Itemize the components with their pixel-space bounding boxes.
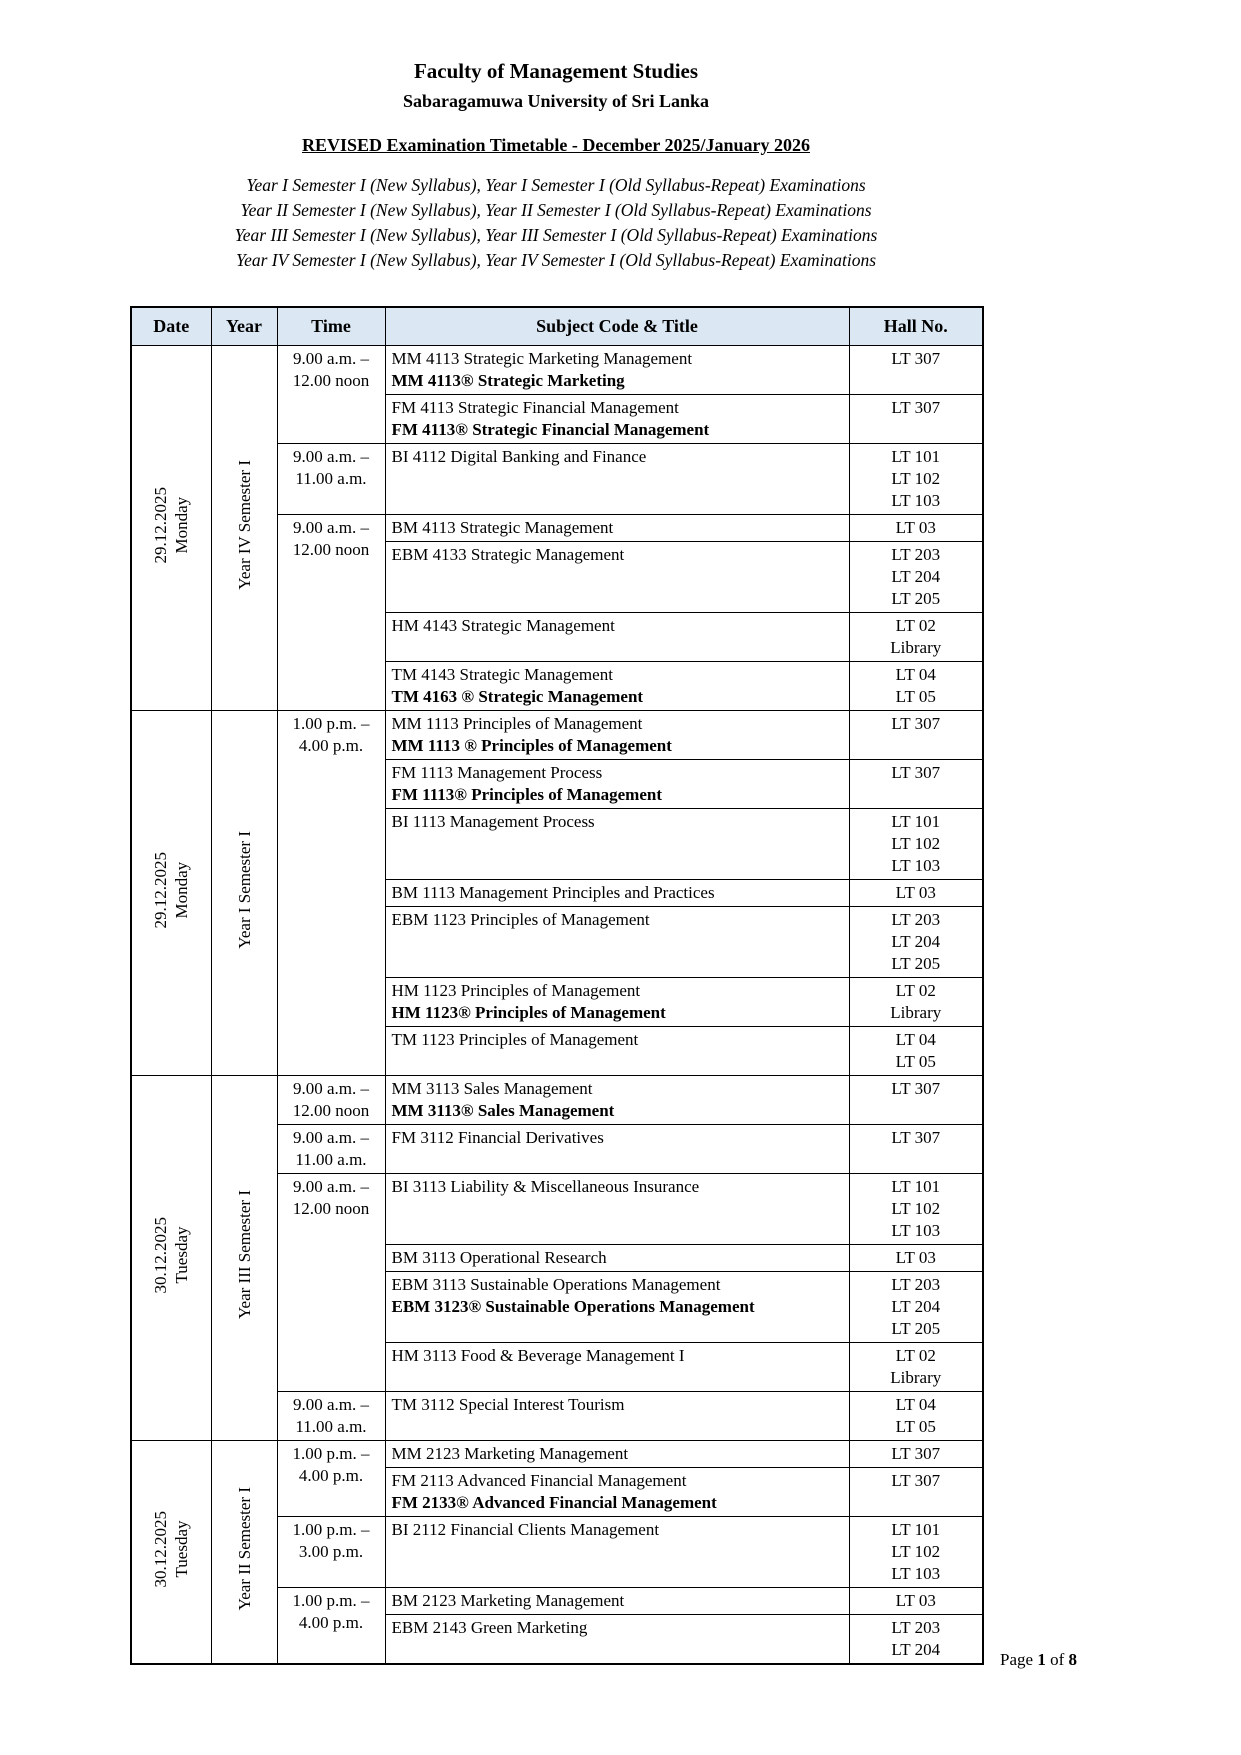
hall-cell <box>849 1272 983 1343</box>
hall-number: Library <box>890 1368 942 1387</box>
year-value: Year I Semester I <box>234 831 254 949</box>
subtitle-line: Year III Semester I (New Syllabus), Year III Semester I (Old Syllabus-Repeat) Examinations <box>234 225 878 245</box>
subject-line: FM 1113 Management Process <box>391 763 603 782</box>
subject-line: MM 4113 Strategic Marketing Management <box>391 349 693 368</box>
subject-line: BM 4113 Strategic Management <box>391 518 614 537</box>
subject-line: HM 1123® Principles of Management <box>391 1003 666 1022</box>
subtitle-line: Year I Semester I (New Syllabus), Year I Semester I (Old Syllabus-Repeat) Examinations <box>246 175 866 195</box>
subject-line: FM 1113® Principles of Management <box>391 785 662 804</box>
subject-cell <box>385 760 849 809</box>
subject-line: FM 3112 Financial Derivatives <box>391 1128 604 1147</box>
hall-cell <box>849 662 983 711</box>
hall-number: LT 203 <box>891 1275 941 1294</box>
hall-number: LT 03 <box>895 1248 936 1267</box>
time-start: 9.00 a.m. – <box>292 1395 370 1414</box>
subject-line: HM 1123 Principles of Management <box>391 981 641 1000</box>
hall-number: LT 307 <box>891 1079 941 1098</box>
time-end: 11.00 a.m. <box>295 1150 367 1169</box>
table-row <box>131 1441 983 1468</box>
examinations-subtitle-block <box>130 173 982 273</box>
subject-line: MM 3113® Sales Management <box>391 1101 615 1120</box>
subtitle-line: Year IV Semester I (New Syllabus), Year IV Semester I (Old Syllabus-Repeat) Examinations <box>235 250 877 270</box>
time-start: 1.00 p.m. – <box>292 1591 370 1610</box>
hall-cell <box>849 613 983 662</box>
date-vertical-text <box>150 487 192 564</box>
subject-cell <box>385 1125 849 1174</box>
page-number-current: 1 <box>1037 1650 1046 1669</box>
year-vertical-text <box>234 1190 255 1319</box>
time-end: 4.00 p.m. <box>298 1466 364 1485</box>
hall-cell <box>849 444 983 515</box>
hall-number: LT 307 <box>891 763 941 782</box>
page-content <box>130 0 982 1665</box>
subject-cell <box>385 613 849 662</box>
date-vertical-text <box>150 852 192 929</box>
subject-cell <box>385 1588 849 1615</box>
year-vertical-text <box>234 1487 255 1610</box>
header-hall: Hall No. <box>849 307 983 346</box>
time-end: 11.00 a.m. <box>295 469 367 488</box>
timetable-title: REVISED Examination Timetable - December 2025/January 2026 <box>301 135 810 155</box>
date-value: 29.12.2025 <box>151 486 171 564</box>
hall-number: LT 101 <box>891 1520 941 1539</box>
hall-cell <box>849 711 983 760</box>
hall-number: LT 102 <box>891 1199 941 1218</box>
subject-line: EBM 4133 Strategic Management <box>391 545 625 564</box>
hall-number: LT 05 <box>895 1417 936 1436</box>
hall-number: LT 03 <box>895 1591 936 1610</box>
hall-cell <box>849 907 983 978</box>
header-year: Year <box>211 307 277 346</box>
hall-number: LT 102 <box>891 469 941 488</box>
time-cell <box>277 1588 385 1665</box>
subject-cell <box>385 907 849 978</box>
subject-cell <box>385 1272 849 1343</box>
hall-cell <box>849 1588 983 1615</box>
day-value: Tuesday <box>172 1226 192 1284</box>
subject-line: HM 4143 Strategic Management <box>391 616 615 635</box>
hall-number: Library <box>890 638 942 657</box>
subject-cell <box>385 1468 849 1517</box>
examination-timetable <box>130 306 984 1665</box>
hall-cell <box>849 1076 983 1125</box>
hall-cell <box>849 1392 983 1441</box>
hall-number: LT 307 <box>891 1444 941 1463</box>
hall-number: LT 307 <box>891 714 941 733</box>
subject-line: BI 1113 Management Process <box>391 812 595 831</box>
table-row <box>131 346 983 395</box>
subject-line: TM 1123 Principles of Management <box>391 1030 639 1049</box>
subject-cell <box>385 1615 849 1665</box>
time-start: 9.00 a.m. – <box>292 349 370 368</box>
hall-number: LT 03 <box>895 883 936 902</box>
subject-line: BI 2112 Financial Clients Management <box>391 1520 660 1539</box>
hall-number: LT 103 <box>891 1564 941 1583</box>
page-number-prefix: Page <box>1000 1650 1038 1669</box>
subject-cell <box>385 1174 849 1245</box>
time-start: 9.00 a.m. – <box>292 518 370 537</box>
date-value: 30.12.2025 <box>151 1216 171 1294</box>
subject-cell <box>385 346 849 395</box>
hall-number: LT 205 <box>891 954 941 973</box>
subject-line: MM 1113 ® Principles of Management <box>391 736 672 755</box>
time-start: 9.00 a.m. – <box>292 447 370 466</box>
hall-number: LT 103 <box>891 856 941 875</box>
hall-cell <box>849 1027 983 1076</box>
hall-number: LT 205 <box>891 589 941 608</box>
day-value: Tuesday <box>172 1520 192 1578</box>
year-cell <box>211 1441 277 1665</box>
hall-number: LT 02 <box>895 981 936 1000</box>
hall-number: LT 307 <box>891 1471 941 1490</box>
table-row <box>131 711 983 760</box>
hall-cell <box>849 1615 983 1665</box>
date-cell <box>131 1076 211 1441</box>
hall-cell <box>849 1125 983 1174</box>
hall-number: LT 204 <box>891 1297 941 1316</box>
time-cell <box>277 346 385 444</box>
time-cell <box>277 711 385 1076</box>
hall-number: LT 205 <box>891 1319 941 1338</box>
hall-number: LT 101 <box>891 812 941 831</box>
header-date: Date <box>131 307 211 346</box>
subject-cell <box>385 1517 849 1588</box>
subject-line: EBM 3123® Sustainable Operations Management <box>391 1297 755 1316</box>
time-start: 9.00 a.m. – <box>292 1079 370 1098</box>
subject-line: BI 3113 Liability & Miscellaneous Insurance <box>391 1177 700 1196</box>
page-number-of: of <box>1045 1650 1069 1669</box>
subject-cell <box>385 662 849 711</box>
year-cell <box>211 346 277 711</box>
time-cell <box>277 1125 385 1174</box>
time-cell <box>277 1174 385 1392</box>
time-start: 9.00 a.m. – <box>292 1128 370 1147</box>
subject-line: BM 1113 Management Principles and Practices <box>391 883 715 902</box>
year-cell <box>211 711 277 1076</box>
hall-number: LT 204 <box>891 567 941 586</box>
page-number-total: 8 <box>1068 1650 1077 1669</box>
hall-cell <box>849 1343 983 1392</box>
timetable-head <box>131 307 983 346</box>
subject-cell <box>385 1027 849 1076</box>
table-row <box>131 1076 983 1125</box>
subject-line: MM 4113® Strategic Marketing <box>391 371 625 390</box>
hall-number: LT 05 <box>895 1052 936 1071</box>
subtitle-line: Year II Semester I (New Syllabus), Year II Semester I (Old Syllabus-Repeat) Examinations <box>240 200 872 220</box>
hall-number: LT 203 <box>891 545 941 564</box>
subject-line: FM 2113 Advanced Financial Management <box>391 1471 687 1490</box>
timetable-body <box>131 346 983 1665</box>
hall-cell <box>849 880 983 907</box>
time-start: 1.00 p.m. – <box>292 714 370 733</box>
subject-line: EBM 3113 Sustainable Operations Management <box>391 1275 721 1294</box>
date-value: 30.12.2025 <box>151 1510 171 1588</box>
subject-cell <box>385 1076 849 1125</box>
hall-number: LT 203 <box>891 1618 941 1637</box>
subject-line: TM 4143 Strategic Management <box>391 665 613 684</box>
date-vertical-text <box>150 1217 192 1294</box>
date-value: 29.12.2025 <box>151 851 171 929</box>
time-cell <box>277 1441 385 1517</box>
subject-line: TM 4163 ® Strategic Management <box>391 687 644 706</box>
hall-number: LT 101 <box>891 1177 941 1196</box>
time-end: 4.00 p.m. <box>298 1613 364 1632</box>
hall-cell <box>849 809 983 880</box>
time-start: 1.00 p.m. – <box>292 1520 370 1539</box>
header-subject: Subject Code & Title <box>385 307 849 346</box>
year-value: Year II Semester I <box>234 1487 254 1611</box>
hall-cell <box>849 978 983 1027</box>
hall-cell <box>849 515 983 542</box>
hall-number: LT 05 <box>895 687 936 706</box>
year-value: Year IV Semester I <box>234 460 254 590</box>
hall-number: LT 04 <box>895 665 936 684</box>
subject-cell <box>385 1245 849 1272</box>
hall-cell <box>849 1517 983 1588</box>
subject-line: HM 3113 Food & Beverage Management I <box>391 1346 685 1365</box>
time-start: 9.00 a.m. – <box>292 1177 370 1196</box>
subject-cell <box>385 542 849 613</box>
hall-number: LT 203 <box>891 910 941 929</box>
subject-line: FM 4113 Strategic Financial Management <box>391 398 679 417</box>
time-end: 3.00 p.m. <box>298 1542 364 1561</box>
year-vertical-text <box>234 831 255 949</box>
hall-number: LT 02 <box>895 1346 936 1365</box>
hall-cell <box>849 542 983 613</box>
hall-number: LT 103 <box>891 1221 941 1240</box>
day-value: Monday <box>172 861 192 919</box>
hall-number: LT 307 <box>891 398 941 417</box>
year-value: Year III Semester I <box>234 1190 254 1320</box>
time-start: 1.00 p.m. – <box>292 1444 370 1463</box>
subject-line: MM 1113 Principles of Management <box>391 714 643 733</box>
day-value: Monday <box>172 496 192 554</box>
subject-line: MM 3113 Sales Management <box>391 1079 593 1098</box>
hall-cell <box>849 1468 983 1517</box>
year-vertical-text <box>234 460 255 590</box>
subject-cell <box>385 1343 849 1392</box>
time-cell <box>277 1517 385 1588</box>
hall-number: LT 204 <box>891 932 941 951</box>
hall-number: LT 102 <box>891 1542 941 1561</box>
title-block <box>130 58 982 157</box>
subject-cell <box>385 1392 849 1441</box>
subject-line: TM 3112 Special Interest Tourism <box>391 1395 625 1414</box>
subject-line: FM 2133® Advanced Financial Management <box>391 1493 717 1512</box>
time-end: 12.00 noon <box>292 540 370 559</box>
subject-line: EBM 1123 Principles of Management <box>391 910 650 929</box>
date-cell <box>131 711 211 1076</box>
subject-cell <box>385 395 849 444</box>
subject-cell <box>385 809 849 880</box>
hall-number: LT 103 <box>891 491 941 510</box>
subject-cell <box>385 444 849 515</box>
hall-number: LT 04 <box>895 1395 936 1414</box>
time-cell <box>277 1392 385 1441</box>
time-end: 11.00 a.m. <box>295 1417 367 1436</box>
subject-cell <box>385 711 849 760</box>
faculty-title: Faculty of Management Studies <box>413 59 699 83</box>
page-number <box>1000 1650 1077 1670</box>
hall-cell <box>849 1441 983 1468</box>
time-cell <box>277 1076 385 1125</box>
time-end: 12.00 noon <box>292 1101 370 1120</box>
date-cell <box>131 1441 211 1665</box>
subject-cell <box>385 978 849 1027</box>
hall-number: LT 04 <box>895 1030 936 1049</box>
subject-line: FM 4113® Strategic Financial Management <box>391 420 710 439</box>
hall-number: LT 307 <box>891 1128 941 1147</box>
time-end: 4.00 p.m. <box>298 736 364 755</box>
header-time: Time <box>277 307 385 346</box>
time-cell <box>277 444 385 515</box>
subject-cell <box>385 1441 849 1468</box>
subject-line: BM 2123 Marketing Management <box>391 1591 625 1610</box>
date-vertical-text <box>150 1511 192 1588</box>
hall-number: LT 204 <box>891 1640 941 1659</box>
time-end: 12.00 noon <box>292 1199 370 1218</box>
time-cell <box>277 515 385 711</box>
hall-cell <box>849 395 983 444</box>
university-title: Sabaragamuwa University of Sri Lanka <box>402 91 710 111</box>
subject-line: EBM 2143 Green Marketing <box>391 1618 588 1637</box>
hall-number: LT 03 <box>895 518 936 537</box>
hall-number: Library <box>890 1003 942 1022</box>
header-row <box>131 307 983 346</box>
hall-number: LT 102 <box>891 834 941 853</box>
subject-line: BM 3113 Operational Research <box>391 1248 607 1267</box>
hall-number: LT 02 <box>895 616 936 635</box>
time-end: 12.00 noon <box>292 371 370 390</box>
hall-number: LT 101 <box>891 447 941 466</box>
hall-number: LT 307 <box>891 349 941 368</box>
hall-cell <box>849 760 983 809</box>
subject-cell <box>385 880 849 907</box>
subject-cell <box>385 515 849 542</box>
date-cell <box>131 346 211 711</box>
hall-cell <box>849 1174 983 1245</box>
hall-cell <box>849 1245 983 1272</box>
subject-line: BI 4112 Digital Banking and Finance <box>391 447 647 466</box>
year-cell <box>211 1076 277 1441</box>
subject-line: MM 2123 Marketing Management <box>391 1444 629 1463</box>
hall-cell <box>849 346 983 395</box>
